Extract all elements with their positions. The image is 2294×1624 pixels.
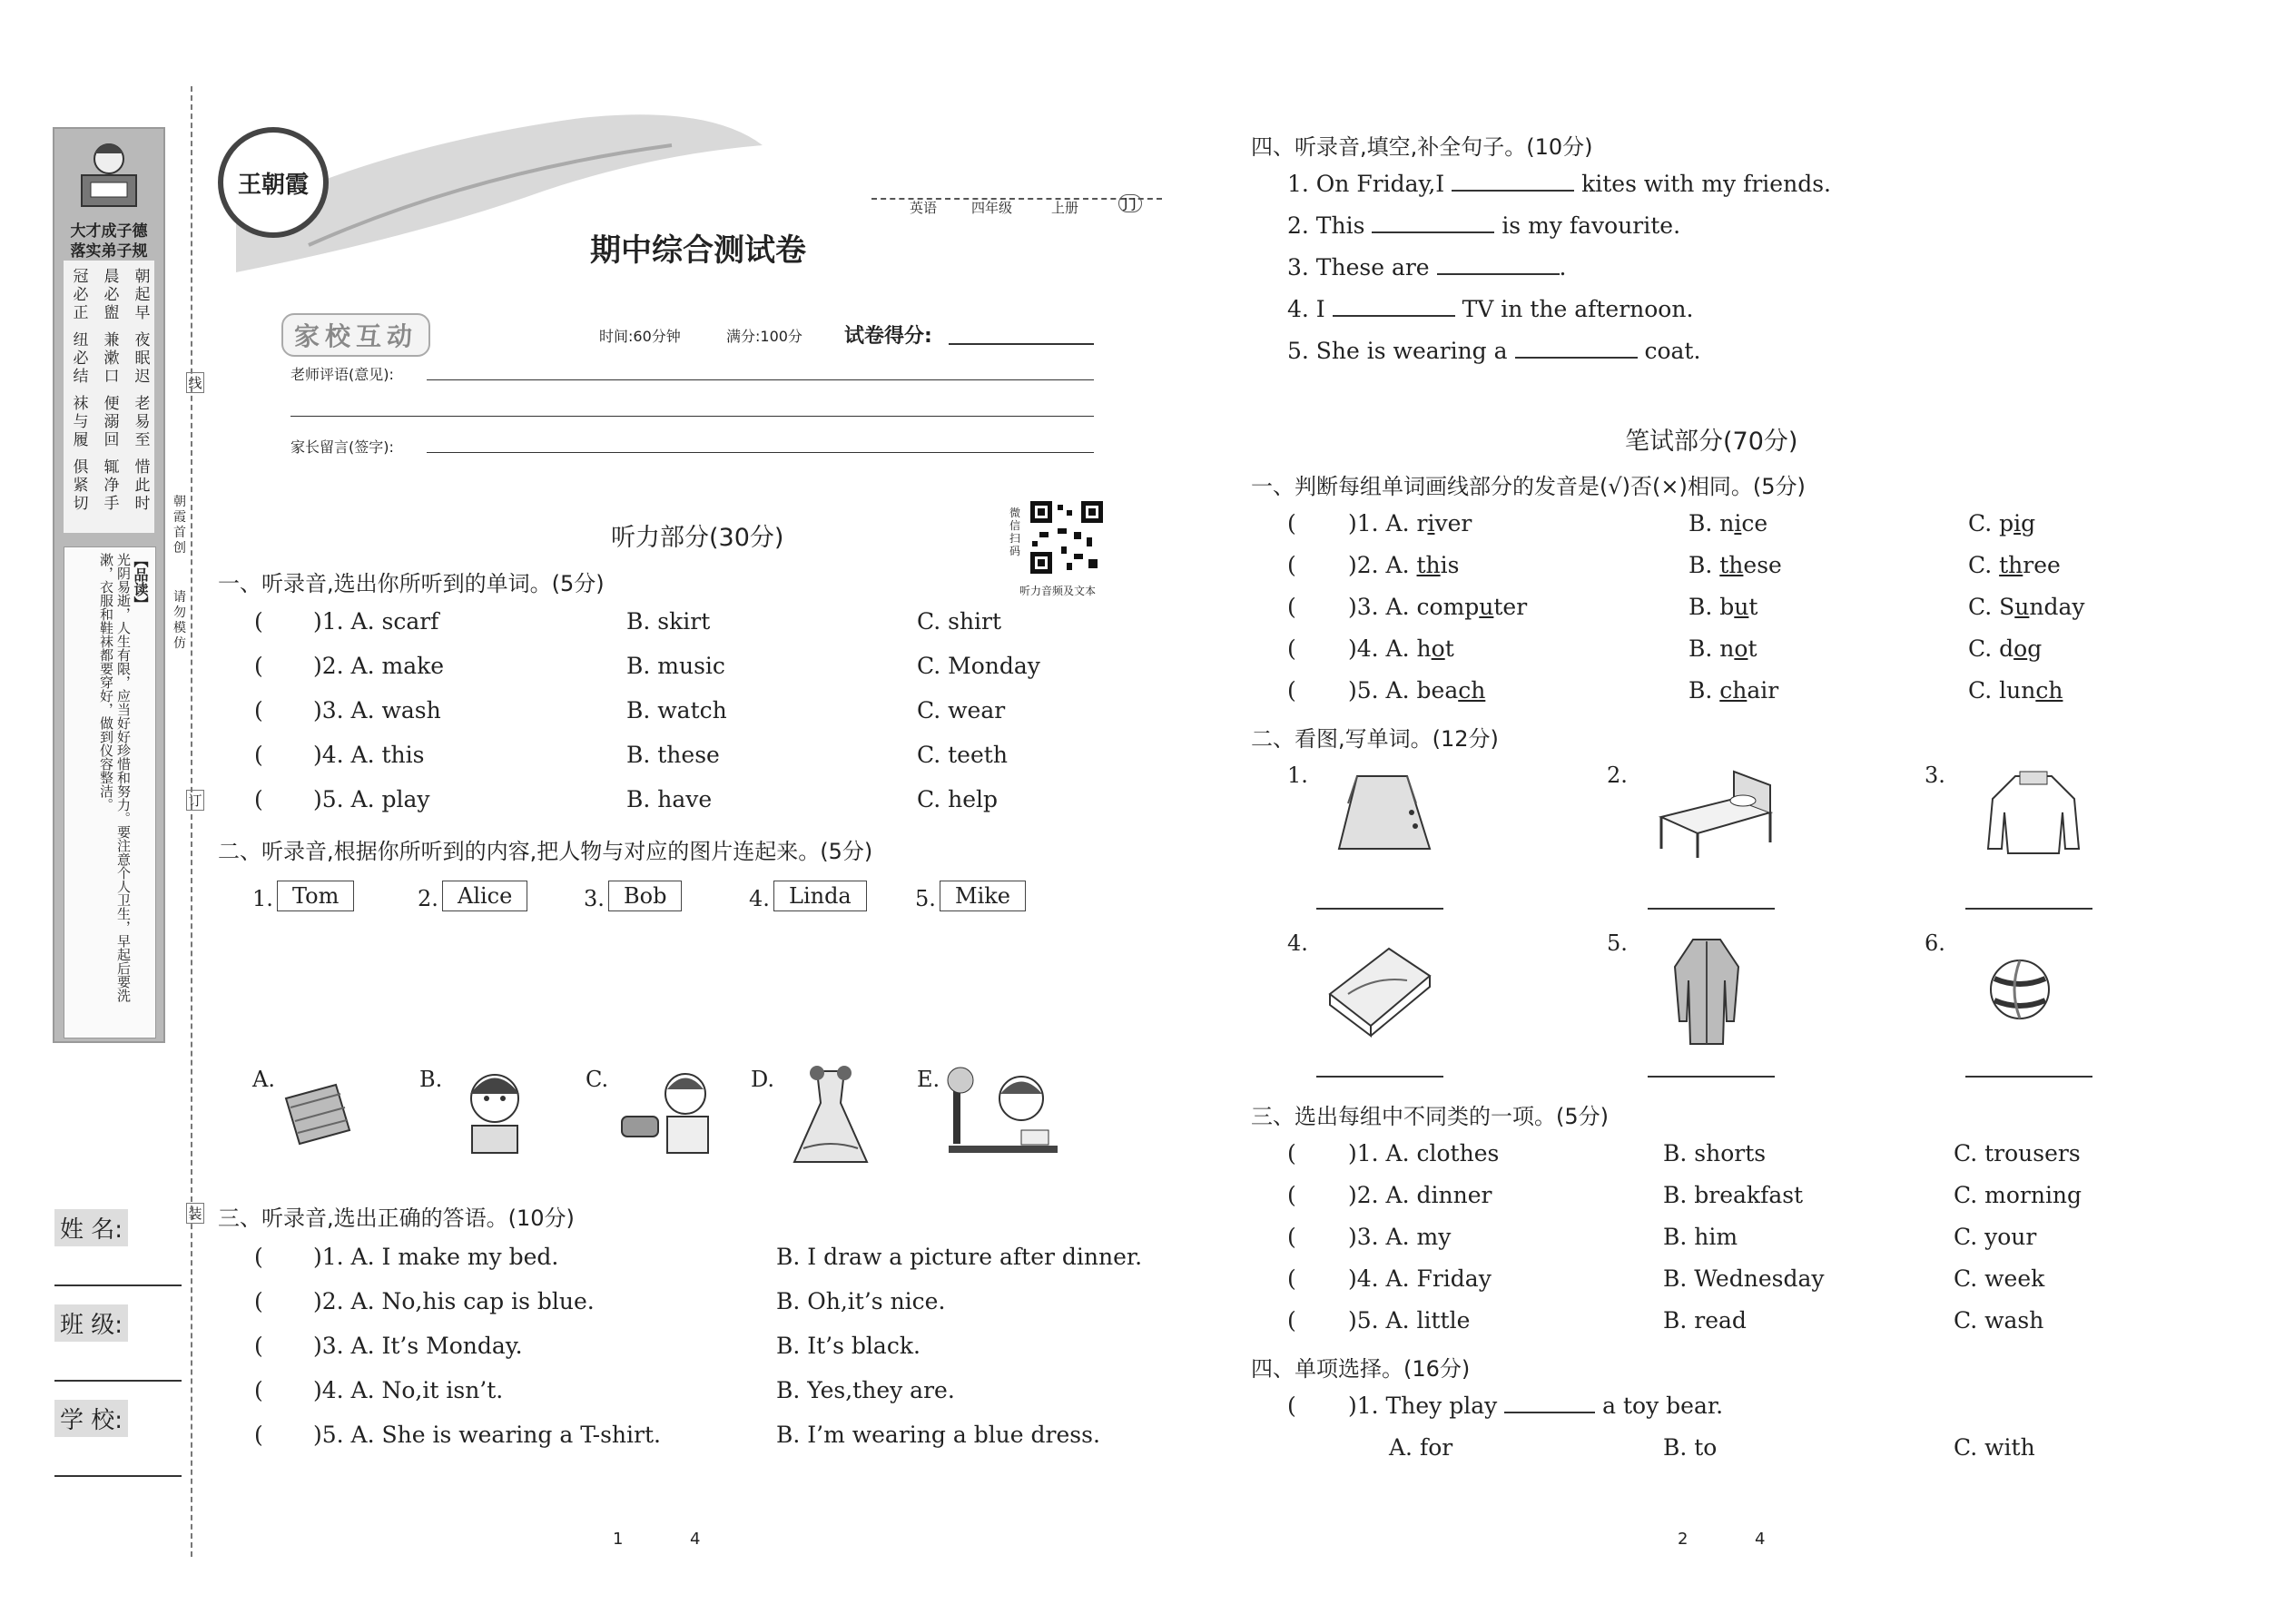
poem-column: 惜此时 bbox=[134, 458, 151, 513]
qr-code[interactable] bbox=[1030, 501, 1103, 574]
fill-sentence bbox=[1287, 296, 1693, 322]
option-c-stem: C. d bbox=[1968, 635, 2014, 662]
underlined-letters: i bbox=[2013, 510, 2022, 536]
answer-paren[interactable]: ( bbox=[254, 697, 263, 723]
poem-column: 朝起早 bbox=[134, 268, 151, 322]
option-c: C. shirt bbox=[917, 608, 1002, 635]
option-a: )5. A. play bbox=[313, 786, 430, 812]
option-a bbox=[1348, 594, 1527, 620]
option-b: B. these bbox=[626, 742, 720, 768]
option-b: B. Oh,it’s nice. bbox=[776, 1288, 946, 1314]
girl-reading-picture[interactable] bbox=[445, 1062, 545, 1162]
edition-badge: J J bbox=[1118, 194, 1142, 212]
option-a-stem: comp bbox=[1416, 594, 1480, 620]
answer-paren[interactable]: ( bbox=[1287, 510, 1296, 536]
sentence-start: 4. I bbox=[1287, 296, 1325, 322]
option-c-rest: nday bbox=[2029, 594, 2085, 620]
written-q4-title: 四、单项选择。(16分) bbox=[1251, 1356, 1471, 1382]
option-a: )3. A. my bbox=[1348, 1224, 1452, 1250]
poem-column: 冠必正 bbox=[73, 268, 89, 322]
question-start: )1. They play bbox=[1348, 1393, 1498, 1419]
answer-paren[interactable]: ( bbox=[1287, 1307, 1296, 1334]
sentence-end: kites with my friends. bbox=[1581, 171, 1831, 197]
option-a: )2. A. make bbox=[313, 653, 445, 679]
bind-tag-order: 订 bbox=[186, 790, 204, 811]
poem-column: 俱紧切 bbox=[73, 458, 89, 513]
poem-column: 便溺回 bbox=[103, 395, 120, 449]
option-c bbox=[1968, 552, 2061, 578]
underlined-letters: o bbox=[1431, 635, 1445, 662]
option-b bbox=[1689, 552, 1782, 578]
fill-blank[interactable] bbox=[1437, 273, 1560, 275]
option-c-rest: g bbox=[2021, 510, 2036, 536]
option-c: C. trousers bbox=[1954, 1140, 2081, 1166]
bind-tag-line: 线 bbox=[186, 372, 204, 393]
underlined-letters: ch bbox=[2035, 677, 2063, 704]
name-tag[interactable]: Mike bbox=[940, 881, 1026, 911]
option-b: B. shorts bbox=[1663, 1140, 1767, 1166]
option-b: B. music bbox=[626, 653, 725, 679]
picture-number: 4. bbox=[1287, 930, 1308, 956]
answer-paren[interactable]: ( bbox=[254, 1288, 263, 1314]
binding-dashed-line bbox=[191, 86, 192, 1557]
written-q1-title: 一、判断每组单词画线部分的发音是(√)否(×)相同。(5分) bbox=[1251, 474, 1806, 499]
name-tag[interactable]: Tom bbox=[277, 881, 354, 911]
word-answer-line[interactable] bbox=[1965, 908, 2092, 910]
option-c-stem: C. S bbox=[1968, 594, 2015, 620]
option-a: )1. A. clothes bbox=[1348, 1140, 1500, 1166]
sentence-end: TV in the afternoon. bbox=[1462, 296, 1694, 322]
name-tag-number: 5. bbox=[915, 886, 936, 911]
option-a-rest: is bbox=[1440, 552, 1460, 578]
fill-sentence bbox=[1287, 338, 1700, 364]
picture-number: 3. bbox=[1925, 763, 1945, 788]
qr-caption: 听力音频及文本 bbox=[1019, 585, 1097, 597]
poem-column: 夜眠迟 bbox=[134, 331, 151, 386]
score-field[interactable] bbox=[949, 343, 1094, 345]
written-q3-title: 三、选出每组中不同类的一项。(5分) bbox=[1251, 1104, 1609, 1129]
home-school-badge: 家校互动 bbox=[281, 313, 430, 357]
question-end: a toy bear. bbox=[1602, 1393, 1724, 1419]
name-tag-number: 1. bbox=[252, 886, 273, 911]
answer-paren[interactable]: ( bbox=[1287, 635, 1296, 662]
publisher-logo bbox=[218, 127, 329, 238]
skirt-picture bbox=[1330, 767, 1439, 858]
motto-sidebar bbox=[53, 127, 165, 1043]
page-total: 4 bbox=[690, 1530, 701, 1549]
dress-picture[interactable] bbox=[781, 1062, 881, 1166]
option-a-number: )1. A. bbox=[1348, 510, 1410, 536]
answer-paren[interactable]: ( bbox=[254, 742, 263, 768]
option-a-number: )5. A. bbox=[1348, 677, 1410, 704]
underlined-letters: i bbox=[1734, 510, 1742, 536]
poem-column: 辄净手 bbox=[103, 458, 120, 513]
page-number: 2 bbox=[1678, 1530, 1689, 1549]
full-score: 满分:100分 bbox=[726, 328, 802, 345]
bind-tag bbox=[186, 1203, 204, 1224]
option-a: )1. A. I make my bed. bbox=[313, 1244, 559, 1270]
coat-picture bbox=[1661, 930, 1752, 1048]
option-a: )2. A. dinner bbox=[1348, 1182, 1492, 1208]
qr-note: 微信扫码 bbox=[1009, 507, 1020, 557]
underlined-letters: i bbox=[1427, 510, 1435, 536]
fill-blank[interactable] bbox=[1515, 357, 1638, 359]
school-field[interactable] bbox=[54, 1475, 182, 1477]
boy-on-phone-picture[interactable] bbox=[613, 1062, 731, 1162]
answer-paren[interactable]: ( bbox=[254, 786, 263, 812]
option-a-number: )3. A. bbox=[1348, 594, 1410, 620]
option-c: C. week bbox=[1954, 1265, 2045, 1292]
answer-paren[interactable]: ( bbox=[1287, 1265, 1296, 1292]
picture-label: D. bbox=[751, 1067, 775, 1092]
written-q2-title: 二、看图,写单词。(12分) bbox=[1251, 726, 1499, 752]
page-number: 1 bbox=[613, 1530, 624, 1549]
answer-paren[interactable]: ( bbox=[254, 1377, 263, 1403]
option-b bbox=[1689, 635, 1757, 662]
word-answer-line[interactable] bbox=[1316, 908, 1443, 910]
option-c: C. your bbox=[1954, 1224, 2037, 1250]
option-a: )3. A. It’s Monday. bbox=[313, 1333, 523, 1359]
option-b-stem: B. n bbox=[1689, 635, 1735, 662]
class-field[interactable] bbox=[54, 1380, 182, 1382]
poem-column: 老易至 bbox=[134, 395, 151, 449]
motto-line-2: 落实弟子规 bbox=[70, 242, 148, 261]
page-title: 期中综合测试卷 bbox=[590, 232, 806, 269]
listening-q2-title: 二、听录音,根据你所听到的内容,把人物与对应的图片连起来。(5分) bbox=[218, 839, 873, 864]
answer-paren[interactable]: ( bbox=[254, 1333, 263, 1359]
option-a-stem: h bbox=[1416, 635, 1432, 662]
picture-label: E. bbox=[917, 1067, 940, 1092]
option-c-rest: ree bbox=[2023, 552, 2061, 578]
option-a-stem: r bbox=[1416, 510, 1428, 536]
name-tag[interactable]: Alice bbox=[442, 881, 527, 911]
listening-q1-title: 一、听录音,选出你所听到的单词。(5分) bbox=[218, 571, 605, 596]
sentence-start: 5. She is wearing a bbox=[1287, 338, 1508, 364]
underlined-letters: u bbox=[1479, 594, 1494, 620]
bind-tag bbox=[186, 372, 204, 393]
picture-label: B. bbox=[419, 1067, 443, 1092]
word-answer-line[interactable] bbox=[1965, 1076, 2092, 1078]
answer-paren[interactable]: ( bbox=[1287, 552, 1296, 578]
option-c bbox=[1968, 594, 2085, 620]
page-total: 4 bbox=[1755, 1530, 1766, 1549]
sentence-end: is my favourite. bbox=[1501, 212, 1681, 239]
school-label: 学 校: bbox=[54, 1400, 128, 1437]
option-a bbox=[1348, 552, 1460, 578]
option-b: B. I’m wearing a blue dress. bbox=[776, 1422, 1100, 1448]
option-b: B. watch bbox=[626, 697, 727, 723]
option-c bbox=[1968, 635, 2042, 662]
sentence-start: 2. This bbox=[1287, 212, 1365, 239]
option-b-rest: t bbox=[1748, 635, 1757, 662]
option-b-rest: t bbox=[1748, 594, 1758, 620]
option-c: C. wash bbox=[1954, 1307, 2044, 1334]
underlined-letters: th bbox=[1999, 552, 2023, 578]
fill-sentence bbox=[1287, 254, 1567, 281]
picture-number: 2. bbox=[1607, 763, 1628, 788]
option-a-stem: bea bbox=[1416, 677, 1459, 704]
answer-paren[interactable]: ( bbox=[1287, 1140, 1296, 1166]
option-b: B. him bbox=[1663, 1224, 1738, 1250]
underlined-letters: th bbox=[1719, 552, 1744, 578]
answer-paren[interactable]: ( bbox=[254, 608, 263, 635]
option-c: C. morning bbox=[1954, 1182, 2082, 1208]
logo-text: 王朝霞 bbox=[237, 171, 309, 199]
option-b: B. read bbox=[1663, 1307, 1747, 1334]
option-b: B. I draw a picture after dinner. bbox=[776, 1244, 1143, 1270]
name-tag-number: 2. bbox=[418, 886, 438, 911]
bind-tag bbox=[186, 790, 204, 811]
bed-picture bbox=[1652, 763, 1779, 862]
poem-panel bbox=[64, 261, 154, 533]
ball-picture bbox=[1984, 953, 2056, 1026]
option-b-stem: B. bbox=[1689, 677, 1720, 704]
sentence-end: coat. bbox=[1644, 338, 1701, 364]
fill-blank[interactable] bbox=[1333, 315, 1455, 317]
option-a bbox=[1348, 635, 1454, 662]
answer-paren[interactable]: ( bbox=[1287, 1224, 1296, 1250]
option-a: )3. A. wash bbox=[313, 697, 441, 723]
copyright-note: 请勿模仿 bbox=[173, 590, 186, 651]
answer-paren[interactable]: ( bbox=[254, 1422, 263, 1448]
underlined-letters: o bbox=[1734, 635, 1748, 662]
picture-label: A. bbox=[252, 1067, 275, 1092]
option-c bbox=[1968, 510, 2035, 536]
option-c: C. wear bbox=[917, 697, 1006, 723]
option-b: B. skirt bbox=[626, 608, 711, 635]
name-field[interactable] bbox=[54, 1284, 182, 1286]
answer-paren[interactable]: ( bbox=[254, 1244, 263, 1270]
choice-option-b: B. to bbox=[1663, 1434, 1718, 1461]
option-c bbox=[1968, 677, 2063, 704]
answer-paren[interactable]: ( bbox=[1287, 594, 1296, 620]
parent-comment-label: 家长留言(签字): bbox=[290, 438, 394, 456]
answer-paren[interactable]: ( bbox=[1287, 677, 1296, 704]
written-section-title: 笔试部分(70分) bbox=[1625, 428, 1798, 456]
poem-column: 纽必结 bbox=[73, 331, 89, 386]
option-b: B. have bbox=[626, 786, 713, 812]
copyright-note: 朝霞首创 bbox=[173, 495, 186, 556]
option-c-stem: C. lun bbox=[1968, 677, 2036, 704]
boy-studying-picture[interactable] bbox=[944, 1062, 1062, 1166]
option-a: )2. A. No,his cap is blue. bbox=[313, 1288, 595, 1314]
class-label: 班 级: bbox=[54, 1304, 128, 1342]
listening-q4-title: 四、听录音,填空,补全句子。(10分) bbox=[1251, 134, 1593, 160]
option-b bbox=[1689, 510, 1767, 536]
option-b-stem: B. bbox=[1689, 552, 1720, 578]
word-answer-line[interactable] bbox=[1316, 1076, 1443, 1078]
option-c-rest: g bbox=[2027, 635, 2043, 662]
word-answer-line[interactable] bbox=[1648, 908, 1775, 910]
subject-label: 英语 bbox=[910, 200, 938, 216]
grade-label: 四年级 bbox=[971, 200, 1013, 216]
name-label: 姓 名: bbox=[54, 1209, 128, 1246]
fill-blank[interactable] bbox=[1452, 190, 1574, 192]
fill-sentence bbox=[1287, 171, 1831, 197]
fill-blank[interactable] bbox=[1372, 231, 1494, 233]
option-a: )5. A. She is wearing a T-shirt. bbox=[313, 1422, 661, 1448]
score-label: 试卷得分: bbox=[844, 325, 932, 348]
answer-paren[interactable]: ( bbox=[1287, 1393, 1296, 1419]
answer-paren[interactable]: ( bbox=[254, 653, 263, 679]
option-b: B. breakfast bbox=[1663, 1182, 1804, 1208]
option-c-stem: C. bbox=[1968, 552, 2000, 578]
underlined-letters: u bbox=[1734, 594, 1749, 620]
reading-note-box bbox=[64, 546, 156, 1038]
choice-option-a: A. for bbox=[1389, 1434, 1453, 1461]
parent-comment-line[interactable] bbox=[427, 452, 1094, 453]
choice-question bbox=[1348, 1393, 1723, 1419]
option-a-rest: ver bbox=[1434, 510, 1472, 536]
option-a-number: )2. A. bbox=[1348, 552, 1410, 578]
teacher-comment-line[interactable] bbox=[290, 416, 1094, 417]
sentence-start: 1. On Friday,I bbox=[1287, 171, 1445, 197]
name-tag[interactable]: Bob bbox=[608, 881, 682, 911]
option-b bbox=[1689, 677, 1778, 704]
underlined-letters: ch bbox=[1719, 677, 1748, 704]
underlined-letters: u bbox=[2014, 594, 2030, 620]
sentence-end: . bbox=[1559, 254, 1567, 281]
name-tag[interactable]: Linda bbox=[773, 881, 867, 911]
bind-tag-install: 装 bbox=[186, 1203, 204, 1224]
option-a-rest: ter bbox=[1493, 594, 1528, 620]
name-tag-number: 3. bbox=[584, 886, 605, 911]
reading-note-text: 光阴易逝，人生有限，应当好好珍惜和努力。要注意个人卫生，早起后要洗漱，衣服和鞋袜都要穿好，做到仪容整洁。 bbox=[98, 553, 132, 1002]
option-b: B. It’s black. bbox=[776, 1333, 921, 1359]
option-a bbox=[1348, 510, 1472, 536]
poem-column: 袜与履 bbox=[73, 395, 89, 449]
option-c: C. help bbox=[917, 786, 999, 812]
fill-sentence bbox=[1287, 212, 1680, 239]
scarf-picture[interactable] bbox=[272, 1071, 363, 1153]
option-a: )4. A. this bbox=[313, 742, 425, 768]
option-b-rest: ese bbox=[1743, 552, 1782, 578]
option-a bbox=[1348, 677, 1485, 704]
option-c: C. Monday bbox=[917, 653, 1040, 679]
answer-paren[interactable]: ( bbox=[1287, 1182, 1296, 1208]
option-c: C. teeth bbox=[917, 742, 1008, 768]
fill-blank[interactable] bbox=[1504, 1412, 1595, 1413]
term-label: 上册 bbox=[1051, 200, 1079, 216]
option-a: )4. A. No,it isn’t. bbox=[313, 1377, 504, 1403]
option-a-number: )4. A. bbox=[1348, 635, 1410, 662]
motto-line-1: 大才成子德 bbox=[70, 222, 148, 241]
underlined-letters: o bbox=[2013, 635, 2028, 662]
option-a: )1. A. scarf bbox=[313, 608, 439, 635]
option-a: )4. A. Friday bbox=[1348, 1265, 1492, 1292]
option-c-stem: C. p bbox=[1968, 510, 2014, 536]
poem-column: 兼漱口 bbox=[103, 331, 120, 386]
option-a-rest: t bbox=[1444, 635, 1454, 662]
picture-number: 6. bbox=[1925, 930, 1945, 956]
option-b: B. Wednesday bbox=[1663, 1265, 1825, 1292]
teacher-comment-label: 老师评语(意见): bbox=[290, 366, 394, 383]
sentence-start: 3. These are bbox=[1287, 254, 1430, 281]
sweater-picture bbox=[1979, 767, 2088, 862]
picture-number: 1. bbox=[1287, 763, 1308, 788]
choice-option-c: C. with bbox=[1954, 1434, 2035, 1461]
option-a: )5. A. little bbox=[1348, 1307, 1471, 1334]
exam-time: 时间:60分钟 bbox=[599, 328, 681, 345]
book-picture bbox=[1321, 940, 1439, 1039]
reading-note-title: 【品读】 bbox=[132, 553, 149, 611]
option-b bbox=[1689, 594, 1757, 620]
picture-label: C. bbox=[586, 1067, 609, 1092]
underlined-letters: ch bbox=[1458, 677, 1486, 704]
teacher-comment-line[interactable] bbox=[427, 379, 1094, 380]
option-b-rest: ce bbox=[1741, 510, 1768, 536]
listening-q3-title: 三、听录音,选出正确的答语。(10分) bbox=[218, 1206, 575, 1231]
option-b-rest: air bbox=[1747, 677, 1779, 704]
word-answer-line[interactable] bbox=[1648, 1076, 1775, 1078]
listening-section-title: 听力部分(30分) bbox=[611, 524, 784, 552]
option-b-stem: B. b bbox=[1689, 594, 1735, 620]
option-b: B. Yes,they are. bbox=[776, 1377, 955, 1403]
underlined-letters: th bbox=[1416, 552, 1441, 578]
picture-number: 5. bbox=[1607, 930, 1628, 956]
option-b-stem: B. n bbox=[1689, 510, 1735, 536]
poem-column: 晨必盥 bbox=[103, 268, 120, 322]
name-tag-number: 4. bbox=[749, 886, 770, 911]
child-reader-illustration bbox=[64, 133, 154, 215]
